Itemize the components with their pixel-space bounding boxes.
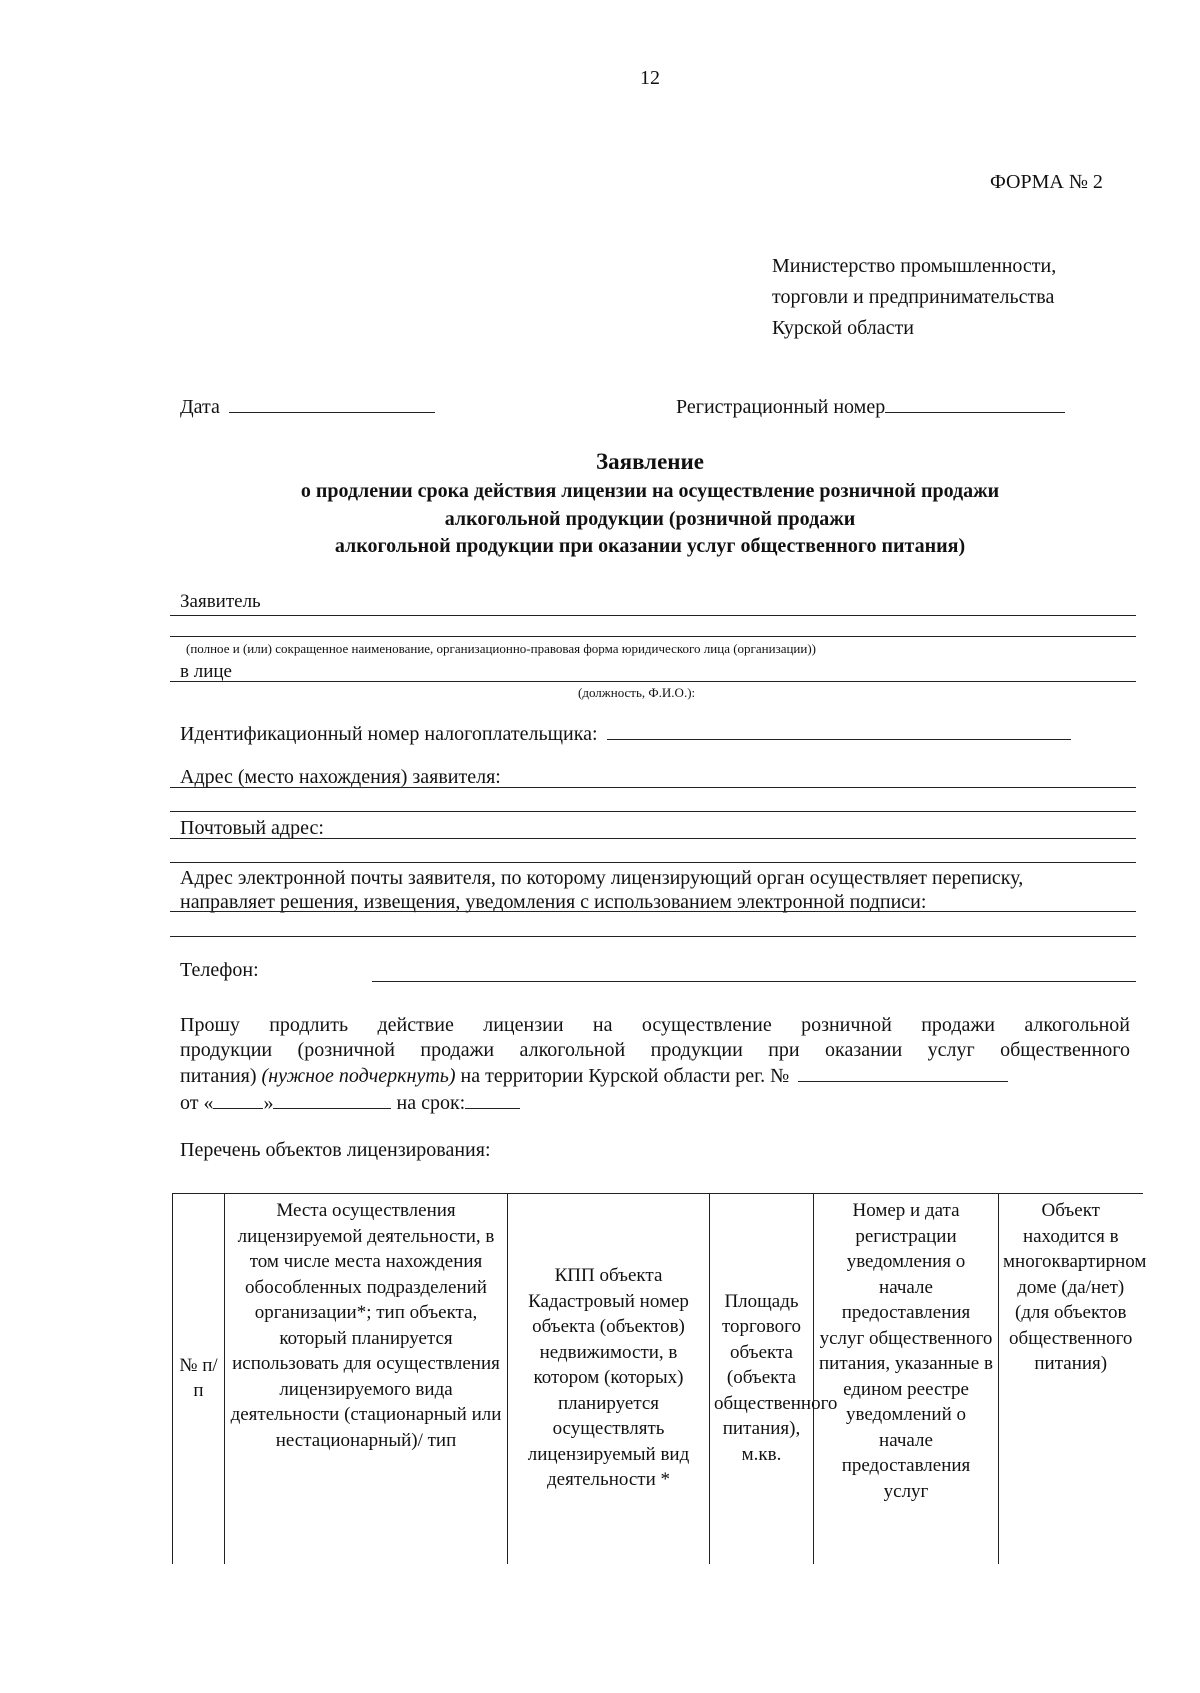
table-header-row <box>173 1194 1143 1565</box>
postal-label: Почтовый адрес: <box>180 817 324 839</box>
represented-hint: (должность, Ф.И.О.): <box>578 685 696 700</box>
col-header-apartment-building: Объект находится в многоквартирном доме (да/нет) (для объектов общественного питания) <box>999 1194 1143 1565</box>
request-text: на территории Курской области рег. № <box>460 1065 790 1087</box>
applicant-input-line[interactable] <box>170 615 1136 616</box>
term-label: на срок: <box>396 1091 466 1114</box>
from-month-year-input-line[interactable] <box>273 1089 391 1109</box>
recipient-line: торговли и предпринимательства <box>772 286 1055 308</box>
subtitle-line: о продлении срока действия лицензии на осуществление розничной продажи <box>300 480 1000 502</box>
phone-input-line[interactable] <box>372 981 1136 982</box>
request-paragraph <box>180 1013 1130 1115</box>
from-day-input-line[interactable] <box>213 1089 263 1109</box>
reg-number-field <box>676 393 1065 419</box>
applicant-input-line-2[interactable] <box>170 636 1136 637</box>
inn-field <box>180 720 1071 746</box>
reg-number-label: Регистрационный номер <box>676 396 886 418</box>
request-line: Прошу продлить действие лицензии на осуществление розничной продажи алкогольной <box>180 1014 1130 1036</box>
term-input-line[interactable] <box>465 1089 520 1109</box>
col-header-number: № п/п <box>173 1194 225 1565</box>
objects-list-label: Перечень объектов лицензирования: <box>180 1139 491 1161</box>
subtitle-line: алкогольной продукции при оказании услуг общественного питания) <box>334 535 966 557</box>
postal-input-line[interactable] <box>170 838 1136 839</box>
email-label-line: направляет решения, извещения, уведомления с использованием электронной подписи: <box>180 891 927 913</box>
date-field <box>180 393 435 419</box>
represented-input-line[interactable] <box>170 681 1136 682</box>
recipient-line: Курской области <box>772 317 914 339</box>
quote-close: » <box>263 1091 274 1114</box>
page-number: 12 <box>640 67 660 89</box>
col-header-notification: Номер и дата регистрации уведомления о начале предоставления услуг общественного питания, указанные в едином реестре уведомлений о начале предоставления услуг <box>814 1194 999 1565</box>
license-number-input-line[interactable] <box>798 1062 1008 1082</box>
request-emphasis: (нужное подчеркнуть) <box>261 1065 456 1087</box>
from-label: от « <box>180 1091 214 1114</box>
recipient-line: Министерство промышленности, <box>772 255 1057 277</box>
applicant-hint: (полное и (или) сокращенное наименование, организационно-правовая форма юридического лица (организации)) <box>186 641 817 656</box>
request-line: продукции (розничной продажи алкогольной продукции при оказании услуг общественного <box>180 1038 1130 1061</box>
request-line-4 <box>180 1089 1130 1116</box>
applicant-label: Заявитель <box>180 591 261 612</box>
inn-input-line[interactable] <box>607 720 1071 740</box>
form-label: ФОРМА № 2 <box>990 171 1103 193</box>
address-label: Адрес (место нахождения) заявителя: <box>180 766 501 788</box>
objects-table <box>172 1193 1147 1564</box>
email-label-line: Адрес электронной почты заявителя, по которому лицензирующий орган осуществляет переписку, <box>180 867 1024 889</box>
reg-number-input-line[interactable] <box>885 393 1065 413</box>
inn-label: Идентификационный номер налогоплательщика: <box>180 723 598 745</box>
subtitle-line: алкогольной продукции (розничной продажи <box>444 507 856 530</box>
col-header-area: Площадь торгового объекта (объекта общественного питания), м.кв. <box>710 1194 814 1565</box>
postal-input-line-2[interactable] <box>170 862 1136 863</box>
email-input-line-2[interactable] <box>170 936 1136 937</box>
col-header-kpp-cadastral: КПП объекта Кадастровый номер объекта (объектов) недвижимости, в котором (которых) планируется осуществлять лицензируемый вид деятельности * <box>508 1194 710 1565</box>
address-input-line[interactable] <box>170 787 1136 788</box>
date-input-line[interactable] <box>229 393 435 413</box>
phone-label: Телефон: <box>180 959 259 981</box>
request-text: питания) <box>180 1065 257 1087</box>
address-input-line-2[interactable] <box>170 811 1136 812</box>
col-header-locations: Места осуществления лицензируемой деятельности, в том числе места нахождения обособленных подразделений организации*; тип объекта, который планируется использовать для осуществления лицензируемого вида деятельности (стационарный или нестационарный)/ тип <box>225 1194 508 1565</box>
request-line-3 <box>180 1062 1130 1089</box>
email-label <box>180 866 1140 914</box>
document-subtitle <box>150 478 1150 561</box>
document-heading: Заявление <box>595 449 705 474</box>
email-input-line[interactable] <box>170 911 1136 912</box>
date-label: Дата <box>180 396 220 418</box>
represented-by-label: в лице <box>180 661 232 682</box>
recipient-block <box>772 251 1056 344</box>
